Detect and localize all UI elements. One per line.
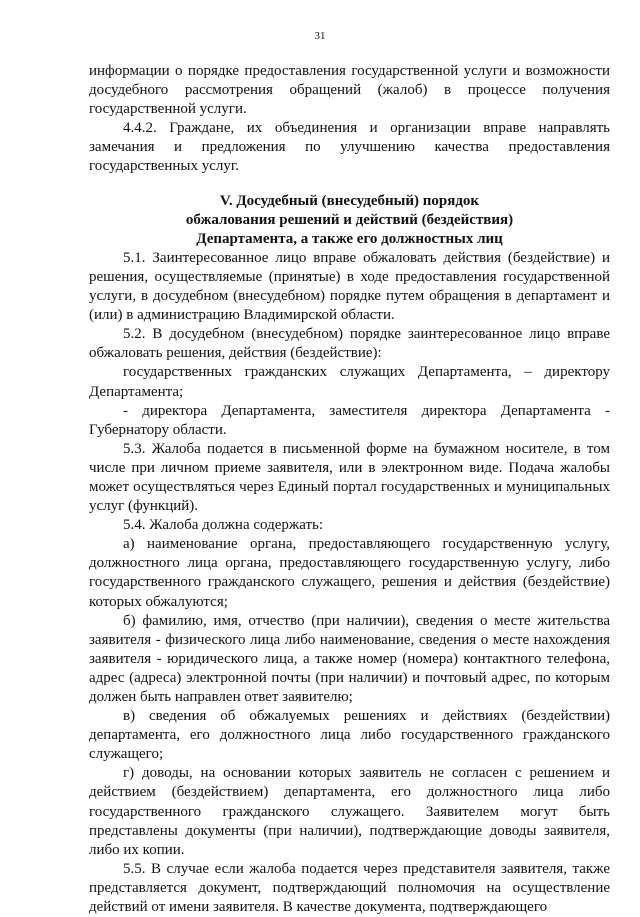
paragraph-item-a: а) наименование органа, предоставляющего государственную услугу, должностного лица органа, предоставляющего государственную услугу, либо государственного гражданского служащего, решения и действия (бездействие) которых обжалуются; — [89, 536, 610, 610]
section-heading-line: обжалования решений и действий (бездействия) — [185, 211, 514, 228]
paragraph-4-4-2: 4.4.2. Граждане, их объединения и организации вправе направлять замечания и предложения по улучшению качества предоставления государственных услуг. — [89, 120, 610, 175]
paragraph-item-v: в) сведения об обжалуемых решениях и действиях (бездействии) департамента, его должностного лица либо государственного гражданского служащего; — [89, 708, 610, 763]
paragraph-item-g: г) доводы, на основании которых заявитель не согласен с решением и действием (бездействием) департамента, его должностного лица либо государственного гражданского служащего. Заявителем могут быть представлены документы (при наличии), подтверждающие доводы заявителя, либо их копии. — [89, 765, 610, 858]
section-heading — [89, 192, 610, 249]
paragraph-5-2: 5.2. В досудебном (внесудебном) порядке заинтересованное лицо вправе обжаловать решения, действия (бездействие): — [89, 326, 610, 362]
paragraph-5-5: 5.5. В случае если жалоба подается через представителя заявителя, также представляется документ, подтверждающий полномочия на осуществление действий от имени заявителя. В качестве документа, подтверждающего — [89, 860, 610, 916]
section-heading-line: V. Досудебный (внесудебный) порядок — [219, 192, 480, 209]
page-number: 31 — [314, 30, 326, 42]
paragraph-director: - директора Департамента, заместителя директора Департамента - Губернатору области. — [89, 402, 610, 438]
paragraph-5-1: 5.1. Заинтересованное лицо вправе обжаловать действия (бездействие) и решения, осуществляемые (принятые) в ходе предоставления государственной услуги, в досудебном (внесудебном) порядке путем обращения в департамент и (или) в администрацию Владимирской области. — [89, 249, 610, 324]
paragraph-item-b: б) фамилию, имя, отчество (при наличии), сведения о месте жительства заявителя - физического лица либо наименование, сведения о месте нахождения заявителя - юридического лица, а также номер (номера) контактного телефона, адрес (адреса) электронной почты (при наличии) и почтовый адрес, по которым должен быть направлен ответ заявителю; — [89, 612, 610, 705]
paragraph-5-3: 5.3. Жалоба подается в письменной форме на бумажном носителе, в том числе при личном приеме заявителя, или в электронном виде. Подача жалобы может осуществляться через Единый портал государственных и муниципальных услуг (функций). — [89, 440, 610, 515]
section-heading-line: Департамента, а также его должностных лиц — [196, 230, 503, 247]
document-body — [89, 62, 610, 917]
paragraph-continuation: информации о порядке предоставления государственной услуги и возможности досудебного рассмотрения обращений (жалоб) в процессе получения государственной услуги. — [89, 63, 610, 118]
paragraph-civil-servants: государственных гражданских служащих Департамента, – директору Департамента; — [89, 364, 610, 400]
paragraph-5-4: 5.4. Жалоба должна содержать: — [123, 517, 324, 534]
